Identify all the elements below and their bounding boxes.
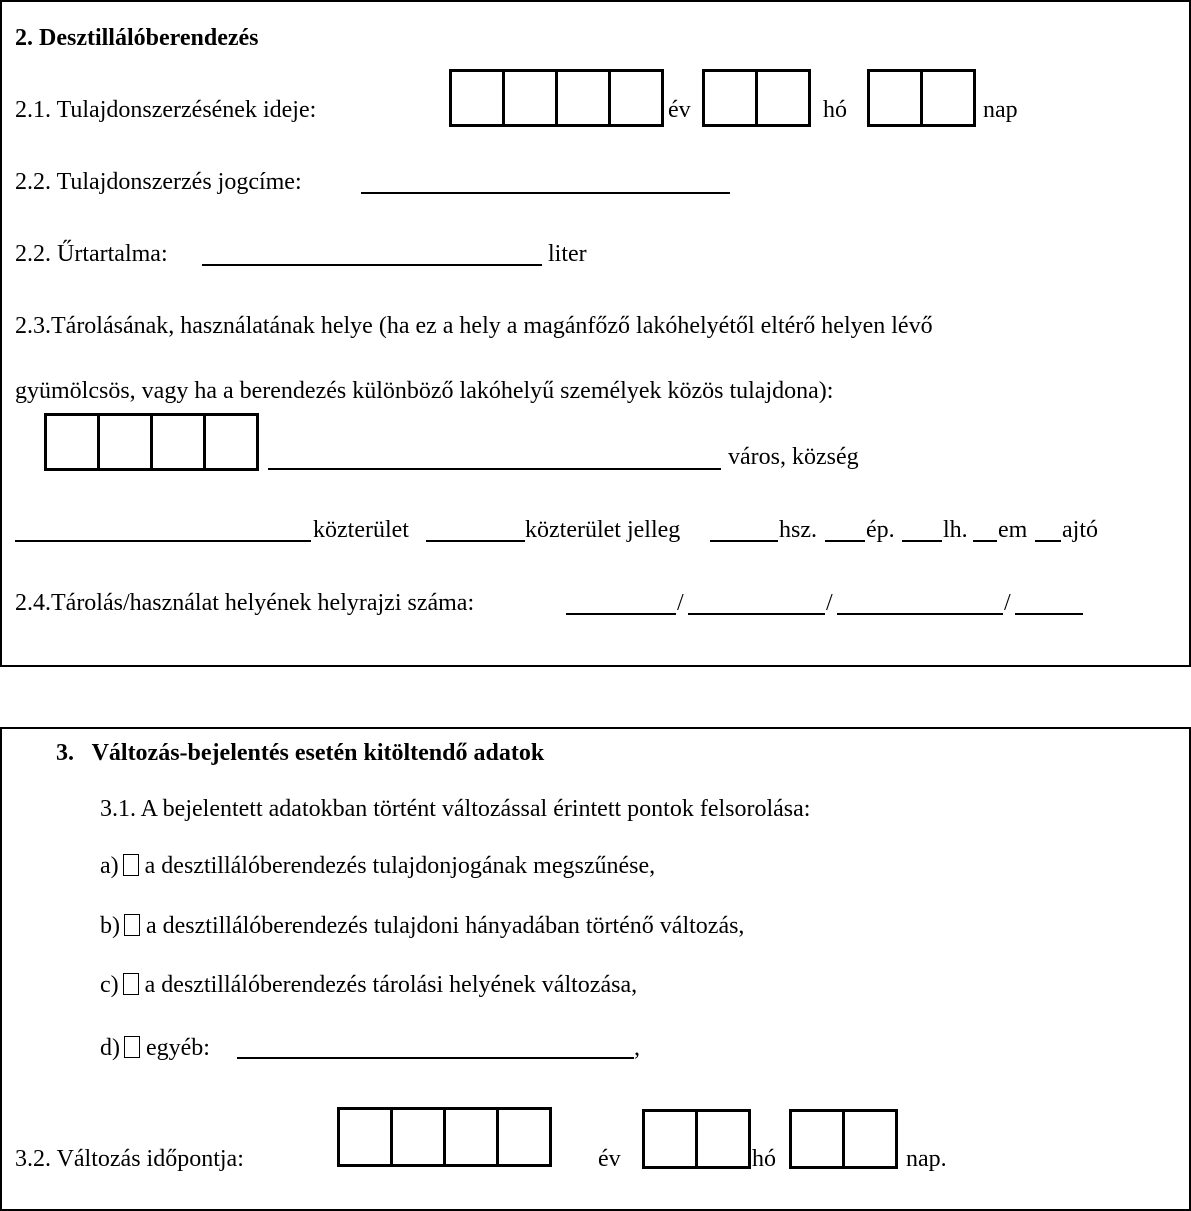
storage-location-text-1: 2.3.Tárolásának, használatának helye (ha ez a hely a magánfőző lakóhelyétől eltérő helyen lévő (15, 313, 933, 339)
house-number-field[interactable] (710, 540, 778, 542)
street-type-field[interactable] (426, 540, 525, 542)
option-a-checkbox[interactable] (123, 854, 139, 876)
option-c-checkbox[interactable] (123, 973, 139, 995)
change-date-label: 3.2. Változás időpontja: (15, 1146, 244, 1172)
parcel-field-1[interactable] (566, 613, 676, 615)
house-number-label: hsz. (779, 517, 817, 543)
change-day-input[interactable] (789, 1109, 898, 1169)
change-month-input[interactable] (642, 1109, 751, 1169)
change-year-unit: év (598, 1146, 621, 1172)
digit-cell[interactable] (340, 1110, 393, 1164)
option-d[interactable] (100, 1034, 210, 1062)
option-a-letter: a) (100, 853, 119, 879)
digit-cell[interactable] (558, 72, 611, 124)
digit-cell[interactable] (100, 416, 153, 468)
digit-cell[interactable] (792, 1112, 845, 1166)
change-month-unit: hó (752, 1146, 776, 1172)
option-c-letter: c) (100, 972, 119, 998)
digit-cell[interactable] (452, 72, 505, 124)
digit-cell[interactable] (758, 72, 808, 124)
acquisition-month-unit: hó (823, 97, 847, 123)
acquisition-day-unit: nap (983, 97, 1018, 123)
option-d-checkbox[interactable] (124, 1036, 140, 1058)
option-a[interactable] (100, 852, 655, 880)
digit-cell[interactable] (611, 72, 661, 124)
city-field[interactable] (268, 468, 721, 470)
digit-cell[interactable] (47, 416, 100, 468)
acquisition-month-input[interactable] (702, 69, 811, 127)
parcel-separator-1: / (677, 590, 684, 616)
digit-cell[interactable] (923, 72, 973, 124)
change-list-intro: 3.1. A bejelentett adatokban történt változással érintett pontok felsorolása: (100, 796, 811, 822)
stair-label: lh. (943, 517, 968, 543)
digit-cell[interactable] (845, 1112, 895, 1166)
capacity-unit: liter (548, 241, 587, 267)
option-b[interactable] (100, 912, 744, 940)
change-day-unit: nap. (906, 1146, 947, 1172)
street-label: közterület (313, 517, 409, 543)
digit-cell[interactable] (206, 416, 256, 468)
digit-cell[interactable] (645, 1112, 698, 1166)
digit-cell[interactable] (393, 1110, 446, 1164)
floor-label: em (998, 517, 1028, 543)
section-2-title: 2. Desztillálóberendezés (15, 25, 259, 51)
parcel-field-2[interactable] (688, 613, 825, 615)
parcel-separator-3: / (1004, 590, 1011, 616)
acquisition-day-input[interactable] (867, 69, 976, 127)
building-field[interactable] (825, 540, 865, 542)
option-b-text: a desztillálóberendezés tulajdoni hányadában történő változás, (146, 913, 745, 939)
door-field[interactable] (1035, 540, 1061, 542)
street-field[interactable] (15, 540, 311, 542)
parcel-field-4[interactable] (1015, 613, 1083, 615)
floor-field[interactable] (973, 540, 997, 542)
section-3-title: 3. Változás-bejelentés esetén kitöltendő adatok (56, 740, 545, 766)
acquisition-year-input[interactable] (449, 69, 664, 127)
digit-cell[interactable] (446, 1110, 499, 1164)
parcel-field-3[interactable] (837, 613, 1003, 615)
digit-cell[interactable] (153, 416, 206, 468)
city-label: város, község (728, 444, 859, 470)
other-suffix: , (634, 1035, 640, 1061)
change-year-input[interactable] (337, 1107, 552, 1167)
option-d-letter: d) (100, 1035, 120, 1061)
digit-cell[interactable] (499, 1110, 549, 1164)
digit-cell[interactable] (705, 72, 758, 124)
acquisition-date-label: 2.1. Tulajdonszerzésének ideje: (15, 97, 317, 123)
parcel-separator-2: / (826, 590, 833, 616)
capacity-label: 2.2. Űrtartalma: (15, 241, 168, 267)
capacity-field[interactable] (202, 264, 542, 266)
parcel-number-label: 2.4.Tárolás/használat helyének helyrajzi száma: (15, 590, 475, 616)
postal-code-input[interactable] (44, 413, 259, 471)
option-c-text: a desztillálóberendezés tárolási helyének változása, (144, 972, 638, 998)
stair-field[interactable] (902, 540, 942, 542)
digit-cell[interactable] (870, 72, 923, 124)
option-d-text: egyéb: (146, 1035, 210, 1061)
acquisition-title-label: 2.2. Tulajdonszerzés jogcíme: (15, 169, 302, 195)
option-b-checkbox[interactable] (124, 914, 140, 936)
storage-location-text-2: gyümölcsös, vagy ha a berendezés különböző lakóhelyű személyek közös tulajdona): (15, 378, 834, 404)
acquisition-year-unit: év (668, 97, 691, 123)
acquisition-title-field[interactable] (361, 192, 730, 194)
digit-cell[interactable] (505, 72, 558, 124)
option-a-text: a desztillálóberendezés tulajdonjogának megszűnése, (144, 853, 656, 879)
option-c[interactable] (100, 971, 637, 999)
door-label: ajtó (1062, 517, 1098, 543)
street-type-label: közterület jelleg (525, 517, 681, 543)
building-label: ép. (866, 517, 895, 543)
digit-cell[interactable] (698, 1112, 748, 1166)
other-field[interactable] (237, 1057, 634, 1059)
option-b-letter: b) (100, 913, 120, 939)
